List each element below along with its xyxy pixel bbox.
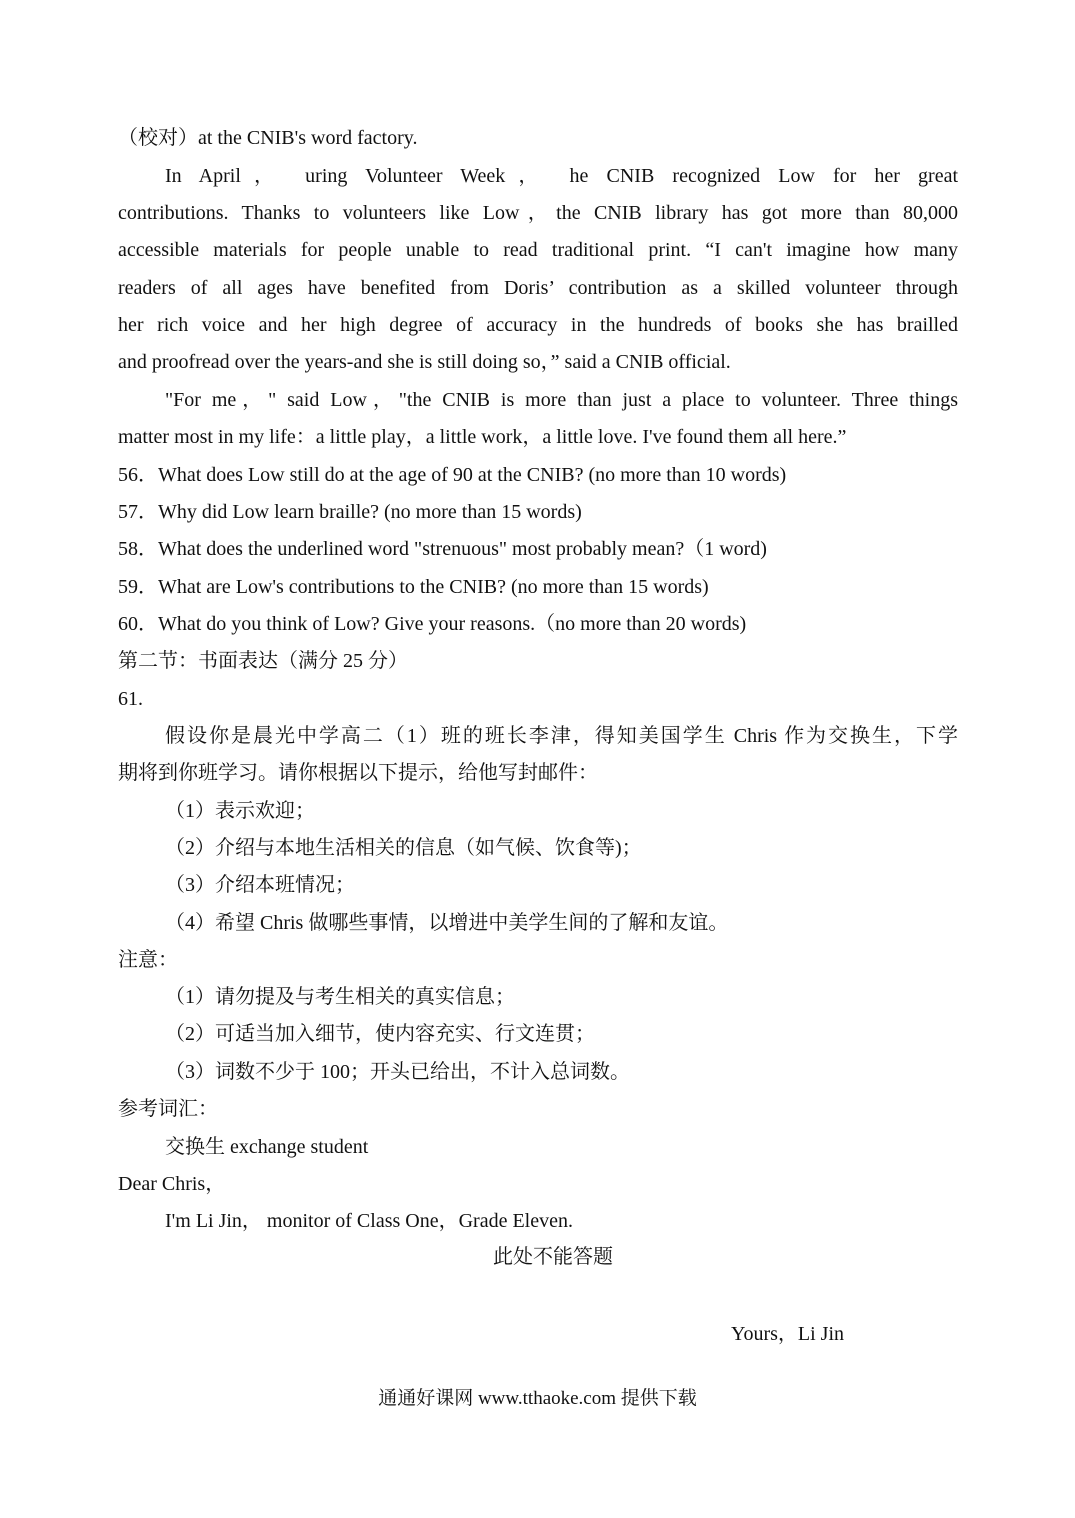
writing-prompt-line: 期将到你班学习。请你根据以下提示，给他写封邮件： bbox=[118, 762, 598, 784]
question-60: 60．What do you think of Low? Give your reasons.（no more than 20 words) bbox=[118, 613, 747, 635]
prompt-tip: （2）介绍与本地生活相关的信息（如气候、饮食等)； bbox=[165, 837, 642, 859]
question-57: 57．Why did Low learn braille? (no more than 15 words) bbox=[118, 501, 582, 523]
question-58: 58．What does the underlined word "strenuous" most probably mean?（1 word) bbox=[118, 538, 767, 560]
letter-opening: I'm Li Jin， monitor of Class One，Grade Eleven. bbox=[165, 1210, 573, 1232]
prompt-tip: （3）介绍本班情况； bbox=[165, 874, 355, 896]
notice-label: 注意： bbox=[118, 949, 178, 971]
passage-line: contributions. Thanks to volunteers like Low，the CNIB library has got more than 80,000 bbox=[118, 202, 958, 224]
letter-signoff: Yours，Li Jin bbox=[731, 1323, 844, 1345]
passage-line: her rich voice and her high degree of accuracy in the hundreds of books she has brailled bbox=[118, 314, 958, 336]
letter-greeting: Dear Chris， bbox=[118, 1173, 226, 1195]
vocab-label: 参考词汇： bbox=[118, 1098, 218, 1120]
notice-item: （3）词数不少于 100；开头已给出，不计入总词数。 bbox=[165, 1061, 630, 1083]
writing-prompt-line: 假设你是晨光中学高二（1）班的班长李津，得知美国学生 Chris 作为交换生，下学 bbox=[165, 725, 958, 747]
question-61-number: 61. bbox=[118, 688, 143, 710]
passage-line: In April， uring Volunteer Week， he CNIB recognized Low for her great bbox=[165, 165, 958, 187]
prompt-tip: （4）希望 Chris 做哪些事情，以增进中美学生间的了解和友谊。 bbox=[165, 912, 729, 934]
passage-line: "For me，" said Low，"the CNIB is more than just a place to volunteer. Three things bbox=[165, 389, 958, 411]
prompt-tip: （1）表示欢迎； bbox=[165, 800, 315, 822]
passage-line: readers of all ages have benefited from Doris’ contribution as a skilled volunteer through bbox=[118, 277, 958, 299]
no-answer-note: 此处不能答题 bbox=[493, 1246, 613, 1268]
passage-line: and proofread over the years-and she is still doing so，” said a CNIB official. bbox=[118, 351, 731, 373]
section-heading: 第二节：书面表达（满分 25 分） bbox=[118, 650, 408, 672]
question-59: 59．What are Low's contributions to the CNIB? (no more than 15 words) bbox=[118, 576, 709, 598]
footer-source: 通通好课网 www.tthaoke.com 提供下载 bbox=[378, 1388, 697, 1409]
notice-item: （1）请勿提及与考生相关的真实信息； bbox=[165, 986, 515, 1008]
vocab-item: 交换生 exchange student bbox=[165, 1136, 369, 1158]
notice-item: （2）可适当加入细节，使内容充实、行文连贯； bbox=[165, 1023, 595, 1045]
passage-line: accessible materials for people unable to read traditional print. “I can't imagine how many bbox=[118, 239, 958, 261]
question-56: 56．What does Low still do at the age of 90 at the CNIB? (no more than 10 words) bbox=[118, 464, 787, 486]
passage-line: matter most in my life：a little play，a little work，a little love. I've found them all here.” bbox=[118, 426, 847, 448]
passage-line: （校对）at the CNIB's word factory. bbox=[118, 127, 418, 149]
